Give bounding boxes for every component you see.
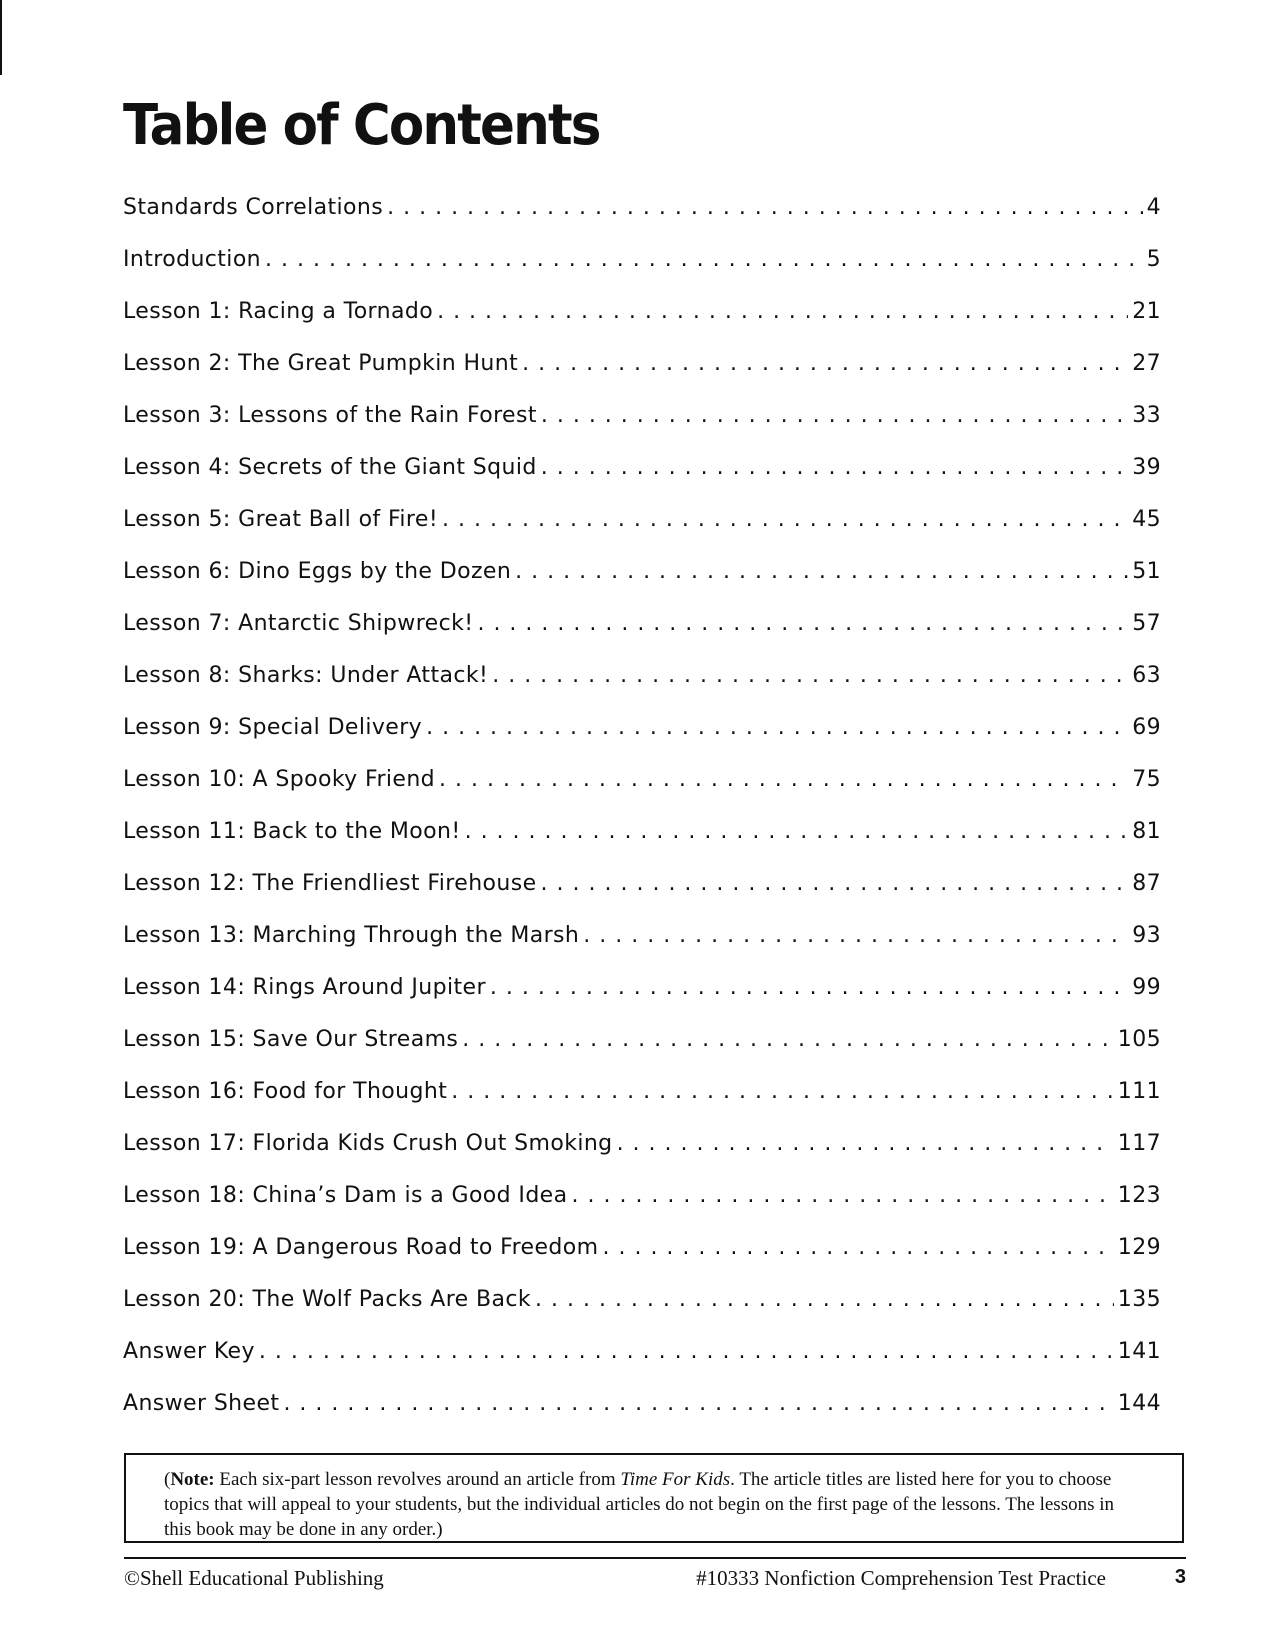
toc-dot-leader <box>265 247 1143 272</box>
toc-dot-leader <box>387 195 1142 220</box>
toc-entry <box>123 819 1161 871</box>
toc-entry <box>123 1287 1161 1339</box>
crop-mark <box>0 0 2 75</box>
toc-dot-leader <box>437 299 1128 324</box>
note-open-paren: ( <box>164 1469 171 1490</box>
toc-entry-page: 63 <box>1132 663 1161 688</box>
toc-entry-label: Lesson 11: Back to the Moon! <box>123 819 461 844</box>
note-box <box>124 1453 1184 1543</box>
toc-dot-leader <box>451 1079 1114 1104</box>
toc-entry <box>123 403 1161 455</box>
toc-entry <box>123 975 1161 1027</box>
toc-entry-label: Introduction <box>123 247 262 272</box>
toc-dot-leader <box>442 507 1128 532</box>
toc-entry <box>123 1339 1161 1391</box>
toc-dot-leader <box>477 611 1128 636</box>
toc-entry-label: Lesson 16: Food for Thought <box>123 1079 448 1104</box>
toc-dot-leader <box>490 975 1128 1000</box>
toc-entry-page: 117 <box>1117 1131 1161 1156</box>
toc-entry-page: 75 <box>1132 767 1161 792</box>
toc-entry-page: 87 <box>1132 871 1161 896</box>
note-source: Time For Kids <box>620 1469 731 1490</box>
toc-entry-page: 21 <box>1132 299 1161 324</box>
toc-dot-leader <box>515 559 1128 584</box>
toc-entry-page: 105 <box>1117 1027 1161 1052</box>
toc-entry-page: 93 <box>1132 923 1161 948</box>
toc-dot-leader <box>583 923 1128 948</box>
table-of-contents <box>123 195 1161 1443</box>
toc-dot-leader <box>462 1027 1114 1052</box>
toc-entry <box>123 1391 1161 1443</box>
toc-entry-label: Lesson 1: Racing a Tornado <box>123 299 434 324</box>
toc-dot-leader <box>541 455 1128 480</box>
page-title: Table of Contents <box>123 93 600 158</box>
toc-entry-label: Lesson 6: Dino Eggs by the Dozen <box>123 559 512 584</box>
toc-entry-label: Lesson 9: Special Delivery <box>123 715 423 740</box>
footer-rule <box>124 1557 1186 1559</box>
note-label: Note: <box>170 1469 215 1490</box>
toc-dot-leader <box>602 1235 1113 1260</box>
toc-entry <box>123 923 1161 975</box>
toc-entry-page: 57 <box>1132 611 1161 636</box>
toc-entry-label: Lesson 4: Secrets of the Giant Squid <box>123 455 537 480</box>
note-text-before: Each six-part lesson revolves around an article from <box>214 1469 621 1490</box>
toc-entry-label: Answer Key <box>123 1339 255 1364</box>
note-text-after: . The article titles are listed here for you to choose topics that will appeal to your students, but the individual articles do not begin on the first page of the lessons. The lessons in this book may be done in any order.) <box>164 1469 1115 1540</box>
toc-entry-page: 4 <box>1146 195 1161 220</box>
toc-entry <box>123 559 1161 611</box>
toc-entry <box>123 1235 1161 1287</box>
toc-entry-label: Lesson 18: China’s Dam is a Good Idea <box>123 1183 568 1208</box>
toc-entry-label: Lesson 19: A Dangerous Road to Freedom <box>123 1235 599 1260</box>
toc-entry-label: Lesson 10: A Spooky Friend <box>123 767 436 792</box>
toc-dot-leader <box>259 1339 1114 1364</box>
toc-entry-label: Lesson 14: Rings Around Jupiter <box>123 975 486 1000</box>
toc-dot-leader <box>522 351 1128 376</box>
toc-entry-page: 51 <box>1132 559 1161 584</box>
toc-dot-leader <box>541 403 1128 428</box>
toc-entry-label: Lesson 2: The Great Pumpkin Hunt <box>123 351 519 376</box>
toc-dot-leader <box>439 767 1128 792</box>
toc-entry-label: Lesson 7: Antarctic Shipwreck! <box>123 611 474 636</box>
toc-entry <box>123 455 1161 507</box>
toc-entry-label: Lesson 5: Great Ball of Fire! <box>123 507 439 532</box>
footer-publisher: ©Shell Educational Publishing <box>124 1566 384 1590</box>
toc-entry <box>123 195 1161 247</box>
toc-entry-page: 33 <box>1132 403 1161 428</box>
toc-dot-leader <box>465 819 1129 844</box>
toc-entry <box>123 1131 1161 1183</box>
footer <box>124 1566 1186 1596</box>
toc-dot-leader <box>617 1131 1114 1156</box>
toc-entry <box>123 611 1161 663</box>
toc-entry-label: Lesson 3: Lessons of the Rain Forest <box>123 403 537 428</box>
toc-entry <box>123 1079 1161 1131</box>
toc-entry-page: 5 <box>1146 247 1161 272</box>
toc-entry-page: 81 <box>1132 819 1161 844</box>
toc-dot-leader <box>535 1287 1114 1312</box>
toc-entry-label: Lesson 15: Save Our Streams <box>123 1027 459 1052</box>
footer-page-number: 3 <box>1174 1566 1186 1588</box>
toc-entry <box>123 715 1161 767</box>
footer-product: #10333 Nonfiction Comprehension Test Practice <box>696 1566 1106 1590</box>
toc-entry-page: 141 <box>1117 1339 1161 1364</box>
toc-entry-page: 27 <box>1132 351 1161 376</box>
toc-entry <box>123 247 1161 299</box>
toc-entry-page: 144 <box>1117 1391 1161 1416</box>
toc-entry-label: Lesson 20: The Wolf Packs Are Back <box>123 1287 532 1312</box>
toc-entry-page: 135 <box>1117 1287 1161 1312</box>
toc-entry <box>123 767 1161 819</box>
toc-dot-leader <box>492 663 1128 688</box>
toc-entry-page: 45 <box>1132 507 1161 532</box>
toc-entry-label: Lesson 8: Sharks: Under Attack! <box>123 663 489 688</box>
toc-entry <box>123 299 1161 351</box>
toc-entry-page: 129 <box>1117 1235 1161 1260</box>
toc-entry-page: 99 <box>1132 975 1161 1000</box>
toc-entry-page: 111 <box>1117 1079 1161 1104</box>
toc-dot-leader <box>426 715 1128 740</box>
toc-entry-page: 39 <box>1132 455 1161 480</box>
toc-entry <box>123 663 1161 715</box>
toc-entry-label: Lesson 13: Marching Through the Marsh <box>123 923 580 948</box>
toc-entry-label: Answer Sheet <box>123 1391 280 1416</box>
toc-entry <box>123 871 1161 923</box>
toc-entry-label: Standards Correlations <box>123 195 384 220</box>
toc-entry-label: Lesson 17: Florida Kids Crush Out Smoking <box>123 1131 613 1156</box>
toc-entry <box>123 507 1161 559</box>
toc-entry-page: 69 <box>1132 715 1161 740</box>
toc-entry <box>123 1183 1161 1235</box>
toc-entry <box>123 351 1161 403</box>
toc-dot-leader <box>541 871 1129 896</box>
toc-entry-label: Lesson 12: The Friendliest Firehouse <box>123 871 537 896</box>
toc-dot-leader <box>283 1391 1113 1416</box>
toc-entry-page: 123 <box>1117 1183 1161 1208</box>
toc-entry <box>123 1027 1161 1079</box>
toc-dot-leader <box>572 1183 1114 1208</box>
